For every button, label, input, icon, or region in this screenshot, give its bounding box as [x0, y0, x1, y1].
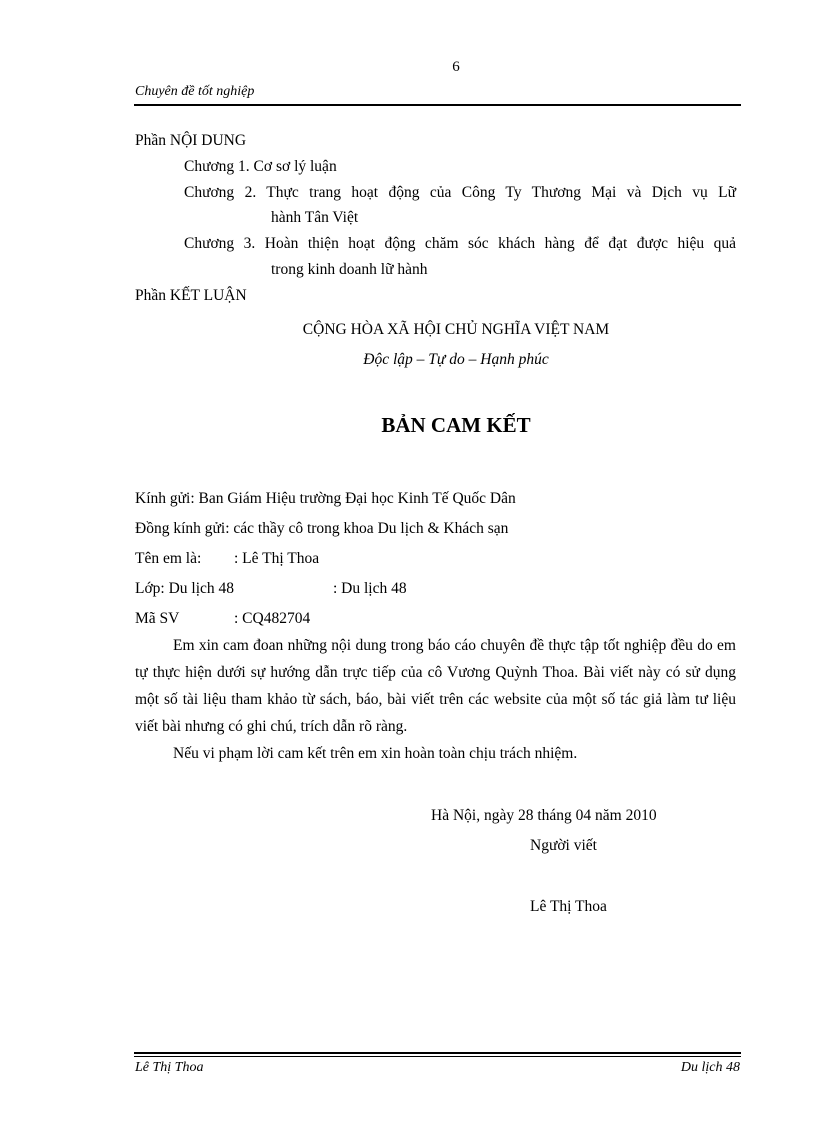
toc-part-content: Phần NỘI DUNG	[135, 132, 247, 149]
toc-chapter-1: Chương 1. Cơ sơ lý luận	[184, 158, 337, 175]
signature-place-date: Hà Nội, ngày 28 tháng 04 năm 2010	[431, 807, 657, 824]
class-label: Lớp: Du lịch 48	[135, 580, 235, 597]
addressee-to: Kính gửi: Ban Giám Hiệu trường Đại học Kinh Tế Quốc Dân	[135, 490, 516, 507]
signature-name: Lê Thị Thoa	[530, 898, 607, 915]
toc-chapter-3: Chương 3. Hoàn thiện hoạt động chăm sóc khách hàng để đạt được hiệu quả	[184, 235, 736, 252]
national-header-motto: Độc lập – Tự do – Hạnh phúc	[363, 351, 549, 368]
page-number: 6	[452, 59, 460, 75]
footer-class: Du lịch 48	[680, 1060, 740, 1075]
footer-rule	[134, 1052, 741, 1054]
footer-author: Lê Thị Thoa	[135, 1060, 204, 1075]
running-header-title: Chuyên đề tốt nghiệp	[135, 84, 255, 99]
commitment-body	[135, 632, 736, 767]
name-value: : Lê Thị Thoa	[234, 550, 320, 567]
national-header-country: CỘNG HÒA XÃ HỘI CHỦ NGHĨA VIỆT NAM	[302, 321, 610, 338]
header-rule	[134, 104, 741, 106]
toc-chapter-3-continued: trong kinh doanh lữ hành	[271, 261, 428, 278]
signature-role: Người viết	[530, 837, 597, 854]
name-label: Tên em là:	[135, 550, 202, 567]
addressee-cc: Đồng kính gửi: các thầy cô trong khoa Du lịch & Khách sạn	[135, 520, 509, 537]
toc-part-conclusion: Phần KẾT LUẬN	[135, 287, 247, 304]
toc-chapter-2-continued: hành Tân Việt	[271, 209, 359, 226]
student-id-label: Mã SV	[135, 610, 180, 627]
student-id-value: : CQ482704	[234, 610, 311, 627]
document-title: BẢN CAM KẾT	[381, 413, 531, 437]
toc-chapter-2: Chương 2. Thực trang hoạt động của Công Ty Thương Mại và Dịch vụ Lữ	[184, 184, 736, 201]
class-value: : Du lịch 48	[333, 580, 407, 597]
commitment-paragraph-1: Em xin cam đoan những nội dung trong báo cáo chuyên đề thực tập tốt nghiệp đều do em tự thực hiện dưới sự hướng dẫn trực tiếp của cô Vương Quỳnh Thoa. Bài viết này có sử dụng một số tài liệu tham khảo từ sách, báo, bài viết trên các website của một số tác giả làm tư liệu viết bài nhưng có ghi chú, trích dẫn rõ ràng.	[135, 637, 736, 735]
commitment-paragraph-2: Nếu vi phạm lời cam kết trên em xin hoàn toàn chịu trách nhiệm.	[173, 745, 578, 762]
footer-rule-thin	[134, 1056, 741, 1057]
